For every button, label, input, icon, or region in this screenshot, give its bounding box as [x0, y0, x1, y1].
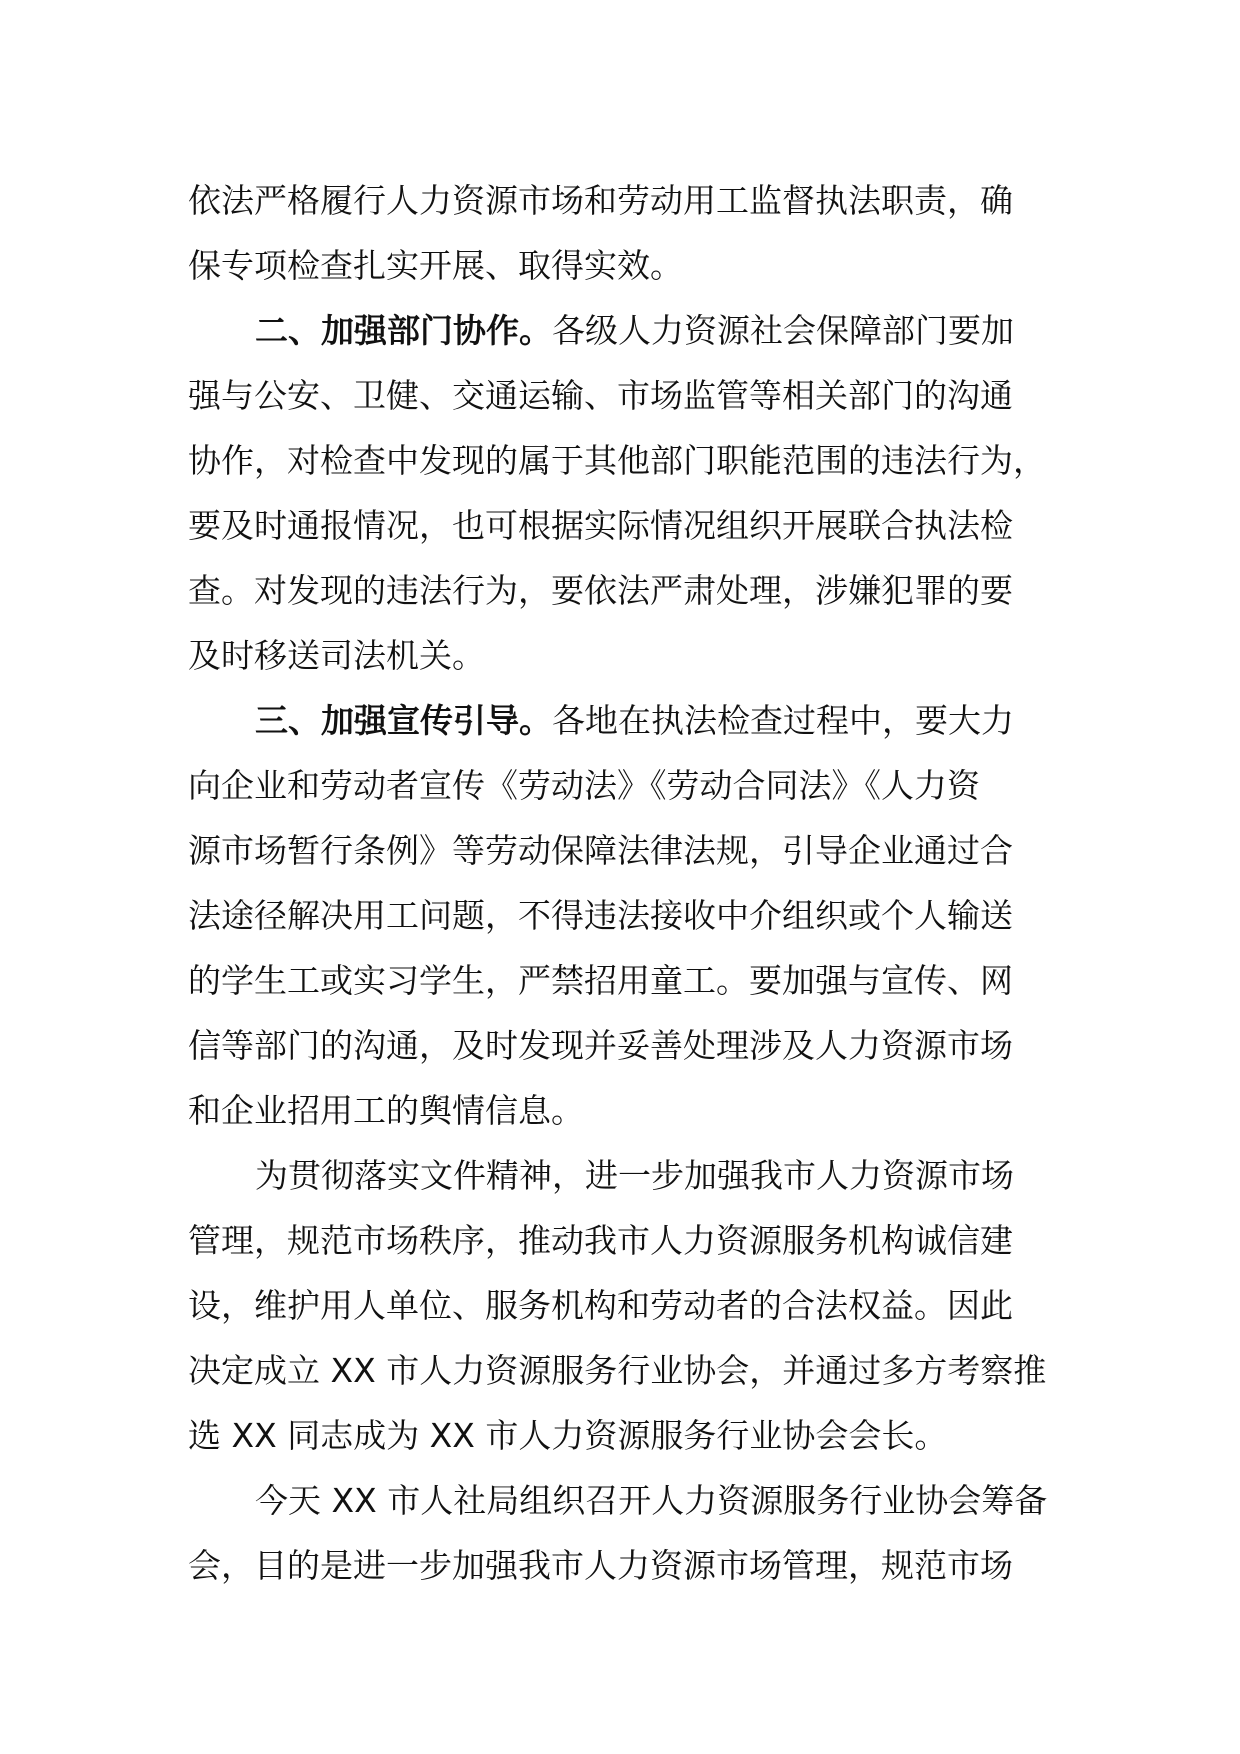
paragraph-line: 为贯彻落实文件精神，进一步加强我市人力资源市场	[255, 1156, 1014, 1195]
paragraph-line: 管理，规范市场秩序，推动我市人力资源服务机构诚信建	[188, 1221, 1013, 1260]
section-3-heading: 三、加强宣传引导。	[255, 701, 552, 740]
paragraph-line: 保专项检查扎实开展、取得实效。	[188, 246, 683, 285]
section-3-text: 各地在执法检查过程中，要大力	[552, 701, 1014, 740]
paragraph-line: 今天 XX 市人社局组织召开人力资源服务行业协会筹备	[255, 1481, 1048, 1520]
section-2-first-line	[188, 298, 1078, 363]
paragraph-line: 要及时通报情况，也可根据实际情况组织开展联合执法检	[188, 506, 1013, 545]
paragraph-line: 强与公安、卫健、交通运输、市场监管等相关部门的沟通	[188, 376, 1013, 415]
section-3-first-line	[188, 688, 1078, 753]
paragraph-line: 依法严格履行人力资源市场和劳动用工监督执法职责，确	[188, 181, 1013, 220]
paragraph-line: 及时移送司法机关。	[188, 636, 485, 675]
paragraph-line: 的学生工或实习学生，严禁招用童工。要加强与宣传、网	[188, 961, 1013, 1000]
paragraph-line: 查。对发现的违法行为，要依法严肃处理，涉嫌犯罪的要	[188, 571, 1013, 610]
paragraph-line: 协作，对检查中发现的属于其他部门职能范围的违法行为，	[188, 441, 1046, 480]
paragraph-line: 设，维护用人单位、服务机构和劳动者的合法权益。因此	[188, 1286, 1013, 1325]
paragraph-line: 决定成立 XX 市人力资源服务行业协会，并通过多方考察推	[188, 1351, 1047, 1390]
paragraph-line: 和企业招用工的舆情信息。	[188, 1091, 584, 1130]
paragraph-line: 信等部门的沟通，及时发现并妥善处理涉及人力资源市场	[188, 1026, 1013, 1065]
section-2-text: 各级人力资源社会保障部门要加	[552, 311, 1014, 350]
document-body	[188, 168, 1078, 1598]
paragraph-line: 选 XX 同志成为 XX 市人力资源服务行业协会会长。	[188, 1416, 948, 1455]
paragraph-line: 向企业和劳动者宣传《劳动法》《劳动合同法》《人力资	[188, 766, 980, 805]
paragraph-line: 法途径解决用工问题，不得违法接收中介组织或个人输送	[188, 896, 1013, 935]
section-2-heading: 二、加强部门协作。	[255, 311, 552, 350]
paragraph-line: 会，目的是进一步加强我市人力资源市场管理，规范市场	[188, 1546, 1013, 1585]
paragraph-line: 源市场暂行条例》等劳动保障法律法规，引导企业通过合	[188, 831, 1013, 870]
